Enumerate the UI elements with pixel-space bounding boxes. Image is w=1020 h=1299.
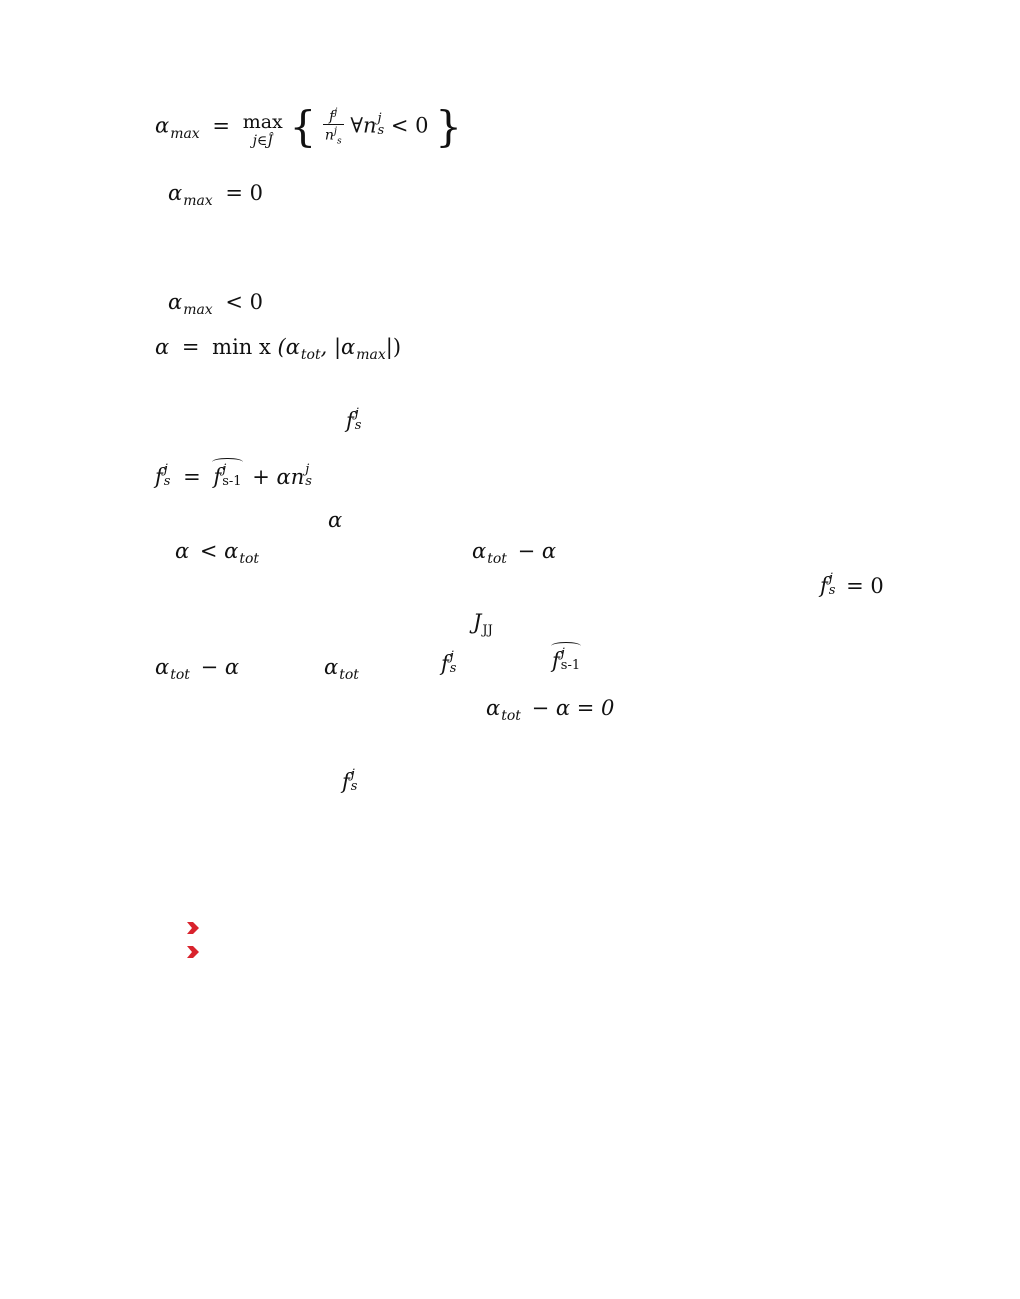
equals-zero: = 0 — [846, 573, 884, 598]
equation-tot-minus-alpha-zero — [486, 696, 615, 724]
chevron-right-icon-shape — [186, 946, 200, 958]
alpha-symbol: α — [486, 696, 501, 720]
denominator-n: n — [324, 127, 334, 144]
hat-f-indices — [222, 464, 241, 488]
equals-sign: = — [181, 335, 200, 359]
f-sub: s — [828, 583, 836, 598]
subscript-tot: tot — [501, 708, 521, 724]
less-than-alpha: < α — [199, 539, 239, 563]
f-letter: f — [155, 464, 163, 489]
hat-f-sup: j — [222, 462, 227, 477]
symbol-f-s-j-2 — [441, 649, 457, 677]
minus-alpha: − α — [200, 655, 240, 679]
symbol-hat-f-s-minus-1 — [552, 642, 580, 674]
alpha-symbol: α — [175, 539, 190, 563]
n-indices — [305, 464, 312, 488]
subscript-tot: tot — [487, 551, 507, 567]
hat-f-sup: j — [560, 646, 565, 661]
equation-alpha-min — [155, 335, 402, 363]
subscript-tot: tot — [239, 551, 260, 567]
subscript-tot: tot — [170, 667, 190, 683]
f-sup: j — [354, 406, 359, 421]
fraction-denominator — [323, 125, 344, 148]
min-function: min x — [212, 335, 271, 359]
alpha-symbol: α — [328, 508, 343, 532]
denominator-sub: s — [337, 136, 342, 147]
right-brace: } — [435, 102, 462, 152]
chevron-right-icon — [186, 943, 200, 955]
hat-f-s-minus-1 — [213, 458, 241, 490]
symbol-alpha — [328, 510, 342, 531]
symbol-j-jj — [473, 610, 493, 638]
max-word: max — [242, 111, 283, 134]
symbol-f-s-j — [346, 406, 362, 434]
j-letter: J — [473, 610, 482, 634]
hat-f-sub: s-1 — [222, 474, 242, 489]
alpha-symbol: α — [168, 181, 183, 205]
n-sup: j — [305, 462, 310, 477]
alpha-symbol: α — [168, 290, 183, 314]
chevron-right-icon-shape — [186, 922, 200, 934]
f-sub: s — [163, 474, 171, 489]
alpha-symbol: α — [155, 655, 170, 679]
hat-f-letter: f — [552, 648, 560, 673]
forall-n: ∀n — [350, 113, 377, 138]
minus-alpha: − α — [517, 539, 557, 563]
alpha-symbol: α — [324, 655, 339, 679]
n-sub: s — [305, 474, 312, 489]
f-letter: f — [441, 651, 449, 676]
equation-alpha-less-than-tot — [175, 539, 260, 567]
symbol-f-s-j-3 — [342, 767, 358, 795]
f-letter: f — [342, 769, 350, 794]
numerator-f: f — [329, 108, 335, 125]
subscript-tot: tot — [339, 667, 359, 683]
f-indices — [450, 651, 457, 675]
minus-alpha-equals-zero: − α = 0 — [531, 696, 615, 720]
hat-f-group — [552, 642, 580, 674]
subscript-max: max — [183, 302, 213, 318]
f-indices — [164, 464, 171, 488]
f-sup: j — [350, 767, 355, 782]
equation-alpha-max-negative — [168, 290, 264, 318]
f-sup: j — [163, 462, 168, 477]
left-brace: { — [289, 102, 317, 152]
f-indices — [829, 573, 836, 597]
hat-f-indices — [561, 648, 580, 672]
subscript-jj: JJ — [482, 623, 493, 638]
numerator-sup: j — [334, 107, 338, 118]
f-sub: s — [449, 661, 457, 676]
close-abs-paren: |) — [385, 335, 402, 359]
symbol-alpha-tot — [324, 655, 359, 683]
equals-zero: = 0 — [225, 181, 264, 205]
equation-update-rule — [155, 458, 312, 490]
plus-alpha-n: + αn — [252, 464, 305, 489]
f-sup: j — [449, 649, 454, 664]
alpha-symbol: α — [155, 335, 170, 359]
subscript-tot: tot — [300, 347, 321, 363]
equals-sign: = — [183, 464, 201, 489]
f-letter: f — [820, 573, 828, 598]
alpha-symbol: α — [155, 113, 170, 138]
f-sup: j — [828, 571, 833, 586]
equation-alpha-max-definition — [155, 102, 462, 152]
subscript-max: max — [183, 193, 213, 209]
open-paren-alpha: (α — [277, 335, 300, 359]
subscript-max: max — [356, 347, 386, 363]
comma-abs-alpha: , |α — [320, 335, 356, 359]
equals-sign: = — [212, 113, 231, 138]
fraction-numerator — [323, 106, 344, 125]
alpha-symbol: α — [472, 539, 487, 563]
hat-f-letter: f — [213, 464, 222, 489]
max-operator-subscript: j∈Ĵ — [252, 133, 273, 150]
less-than-zero: < 0 — [390, 113, 429, 138]
expression-tot-minus-alpha-2 — [155, 655, 240, 683]
f-sub: s — [354, 418, 362, 433]
denominator-sup: j — [333, 125, 338, 137]
f-letter: f — [346, 408, 354, 433]
subscript-max: max — [170, 125, 200, 142]
n-sup: j — [377, 111, 382, 127]
chevron-right-icon — [186, 919, 200, 931]
fraction-f-over-n — [323, 106, 344, 148]
f-indices — [351, 769, 358, 793]
n-sub: s — [377, 123, 385, 139]
f-sub: s — [350, 779, 358, 794]
equation-f-equals-zero — [820, 571, 884, 599]
equation-alpha-max-zero — [168, 181, 264, 209]
expression-tot-minus-alpha — [472, 539, 557, 567]
hat-f-sub: s-1 — [560, 658, 581, 673]
f-indices — [355, 408, 362, 432]
n-indices — [378, 113, 385, 137]
max-operator — [243, 113, 283, 148]
less-than-zero: < 0 — [225, 290, 264, 314]
